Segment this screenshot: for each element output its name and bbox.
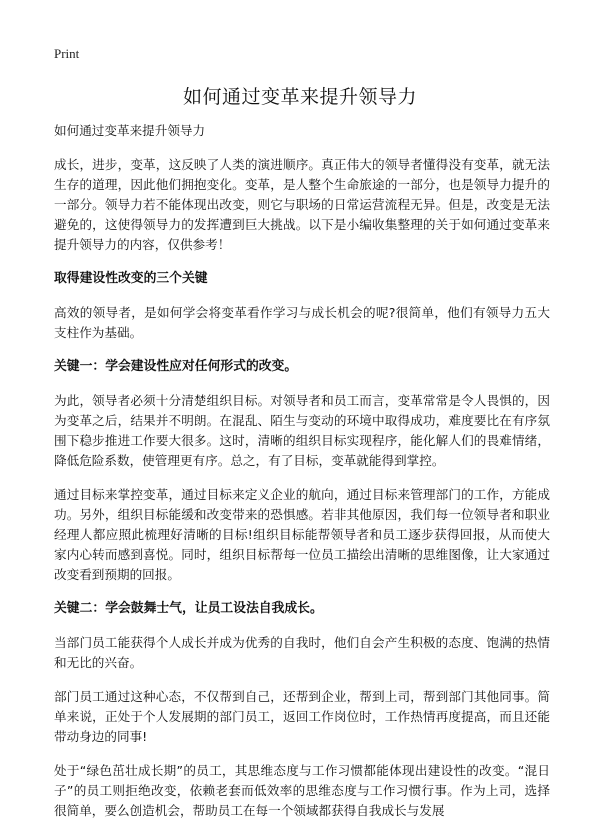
page-title: 如何通过变革来提升领导力 xyxy=(182,86,417,108)
article-subtitle: 如何通过变革来提升领导力 xyxy=(54,123,206,138)
paragraph: 为此，领导者必须十分清楚组织目标。对领导者和员工而言，变革常常是令人畏惧的，因为变革之后，结果并不明朗。在混乱、陌生与变动的环境中取得成功，难度要比在有序氛围下稳步推进工作要大很多。这时，清晰的组织目标实现程序，能化解人们的畏难情绪，降低危险系数，使管理更有序。总之，有了目标，变革就能得到掌控。 xyxy=(54,393,550,468)
paragraph: 成长，进步，变革，这反映了人类的演进顺序。真正伟大的领导者懂得没有变革，就无法生存的道理，因此他们拥抱变化。变革，是人整个生命旅途的一部分，也是领导力提升的一部分。领导力若不能体现出改变，则它与职场的日常运营流程无异。但是，改变是无法避免的，这使得领导力的发挥遭到巨大挑战。以下是小编收集整理的关于如何通过变革来提升领导力的内容，仅供参考！ xyxy=(54,157,550,252)
paragraph: 高效的领导者，是如何学会将变革看作学习与成长机会的呢?很简单，他们有领导力五大支柱作为基础。 xyxy=(54,305,550,340)
paragraph: 通过目标来掌控变革，通过目标来定义企业的航向，通过目标来管理部门的工作，方能成功。另外，组织目标能缓和改变带来的恐惧感。若非其他原因，我们每一位领导者和职业经理人都应照此梳理好清晰的目标!组织目标能帮领导者和员工逐步获得回报，从而使大家内心转而感到喜悦。同时，组织目标帮每一位员工描绘出清晰的思维图像，让大家通过改变看到预期的回报。 xyxy=(54,487,550,582)
print-link[interactable]: Print xyxy=(54,46,80,61)
article-body xyxy=(54,121,550,828)
paragraph: 部门员工通过这种心态，不仅帮到自己，还帮到企业，帮到上司，帮到部门其他同事。简单来说，正处于个人发展期的部门员工，返回工作岗位时，工作热情再度提高，而且还能带动身边的同事! xyxy=(54,689,550,744)
section-heading: 关键一：学会建设性应对任何形式的改变。 xyxy=(54,359,298,374)
paragraph: 处于“绿色茁壮成长期”的员工，其思维态度与工作习惯都能体现出建设性的改变。“混日子”的员工则拒绝改变，依赖老套而低效率的思维态度与工作习惯行事。作为上司，选择很简单，要么创造机会，帮助员工在每一个领域都获得自我成长与发展 xyxy=(54,763,550,818)
paragraph: 当部门员工能获得个人成长并成为优秀的自我时，他们自会产生积极的态度、饱满的热情和无比的兴奋。 xyxy=(54,635,550,670)
article-blocks xyxy=(54,155,550,821)
section-heading: 取得建设性改变的三个关键 xyxy=(54,271,208,286)
section-heading: 关键二：学会鼓舞士气，让员工设法自我成长。 xyxy=(54,601,323,616)
